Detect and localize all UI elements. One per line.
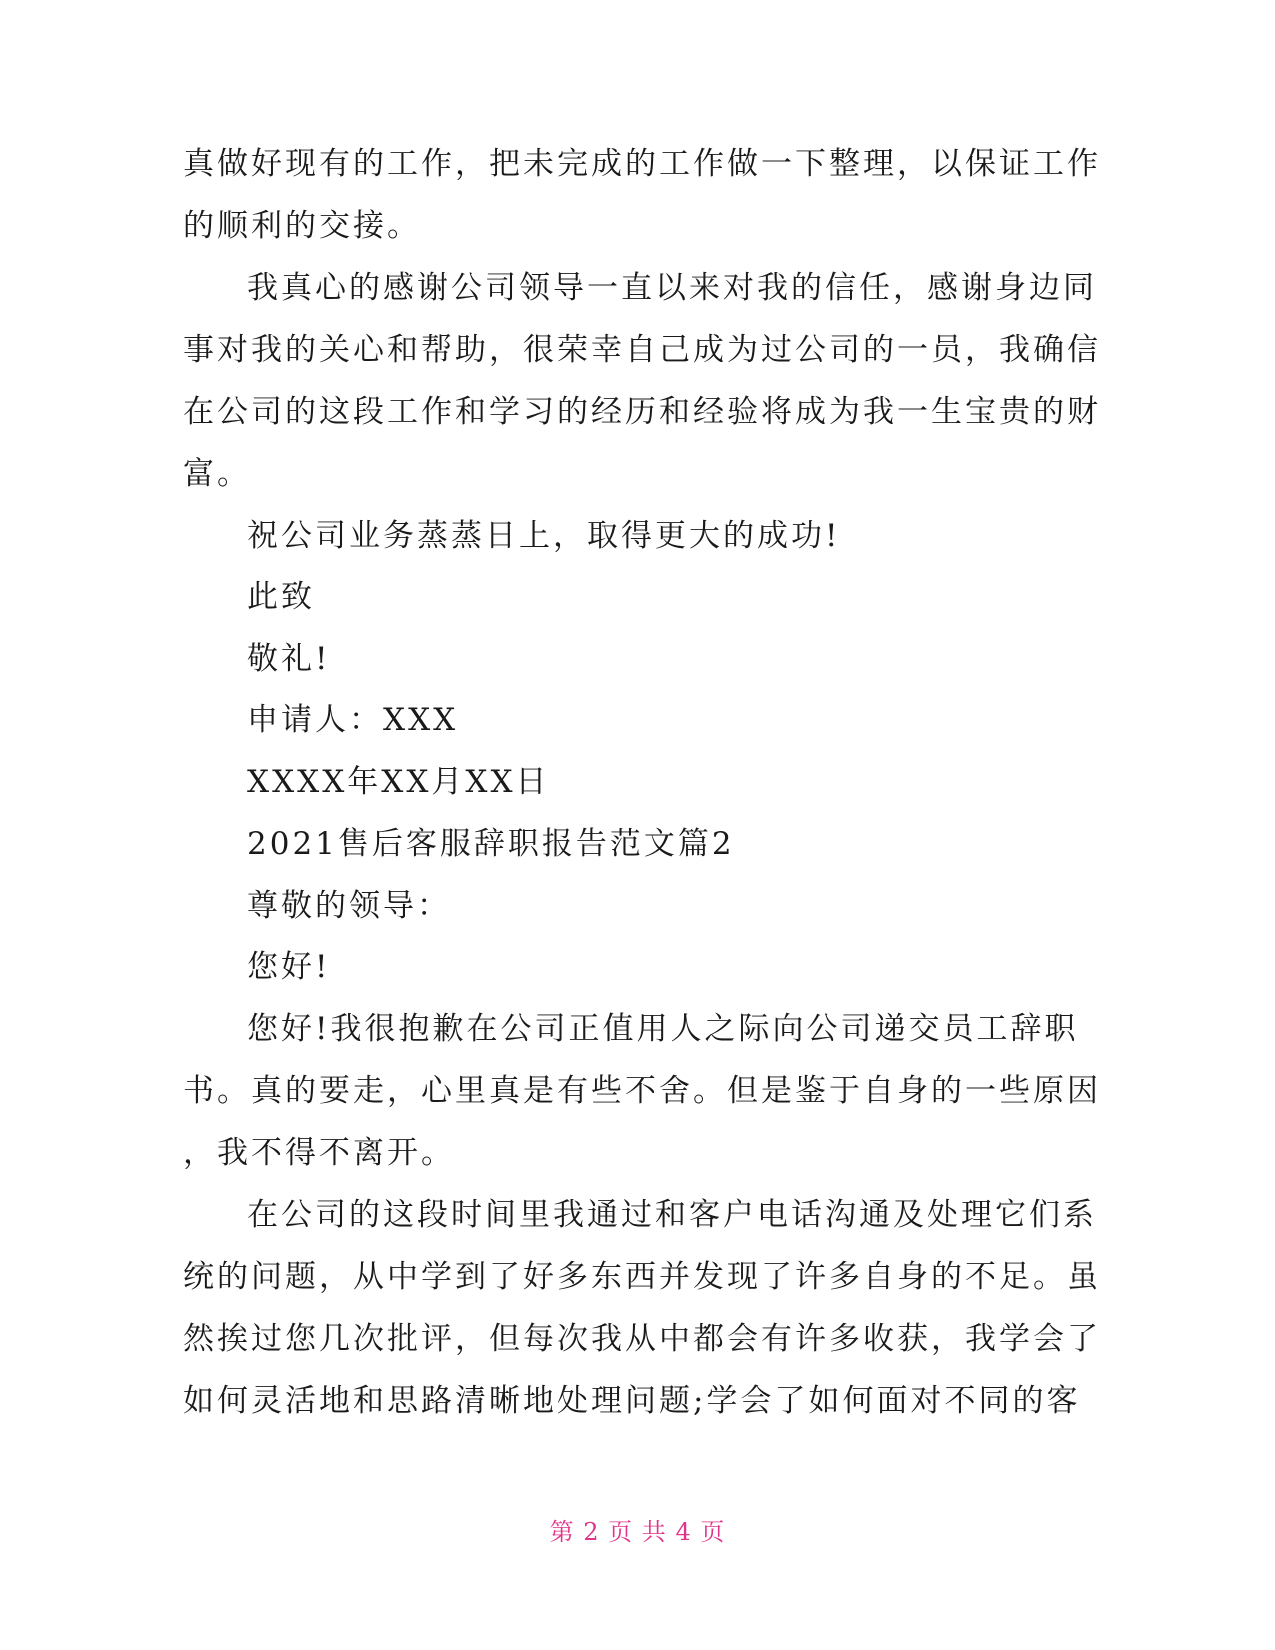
body-line: 事对我的关心和帮助，很荣幸自己成为过公司的一员，我确信 <box>183 332 1101 368</box>
page-footer <box>0 1516 1275 1548</box>
body-line: 如何灵活地和思路清晰地处理问题;学会了如何面对不同的客 <box>183 1383 1081 1419</box>
body-line: 的顺利的交接。 <box>183 208 421 244</box>
body-line: 申请人：XXX <box>247 702 459 738</box>
body-line: 富。 <box>183 456 251 492</box>
body-line: 您好! <box>247 949 331 985</box>
body-line: XXXX年XX月XX日 <box>247 764 550 800</box>
body-line: 此致 <box>247 579 315 615</box>
body-line: 统的问题，从中学到了好多东西并发现了许多自身的不足。虽 <box>183 1259 1101 1295</box>
body-line: ，我不得不离开。 <box>183 1135 455 1171</box>
body-line: 然挨过您几次批评，但每次我从中都会有许多收获，我学会了 <box>183 1321 1101 1357</box>
body-line: 您好!我很抱歉在公司正值用人之际向公司递交员工辞职 <box>247 1011 1079 1047</box>
body-line: 真做好现有的工作，把未完成的工作做一下整理，以保证工作 <box>183 146 1101 182</box>
body-line: 敬礼! <box>247 641 331 677</box>
body-line: 祝公司业务蒸蒸日上，取得更大的成功! <box>247 518 841 554</box>
body-line: 在公司的这段工作和学习的经历和经验将成为我一生宝贵的财 <box>183 394 1101 430</box>
body-line: 尊敬的领导： <box>247 888 451 924</box>
body-line: 我真心的感谢公司领导一直以来对我的信任，感谢身边同 <box>247 270 1097 306</box>
body-line: 在公司的这段时间里我通过和客户电话沟通及处理它们系 <box>247 1197 1097 1233</box>
section-title: 2021售后客服辞职报告范文篇2 <box>247 826 735 862</box>
body-line: 书。真的要走，心里真是有些不舍。但是鉴于自身的一些原因 <box>183 1073 1101 1109</box>
page-number: 第 2 页 共 4 页 <box>549 1518 726 1546</box>
